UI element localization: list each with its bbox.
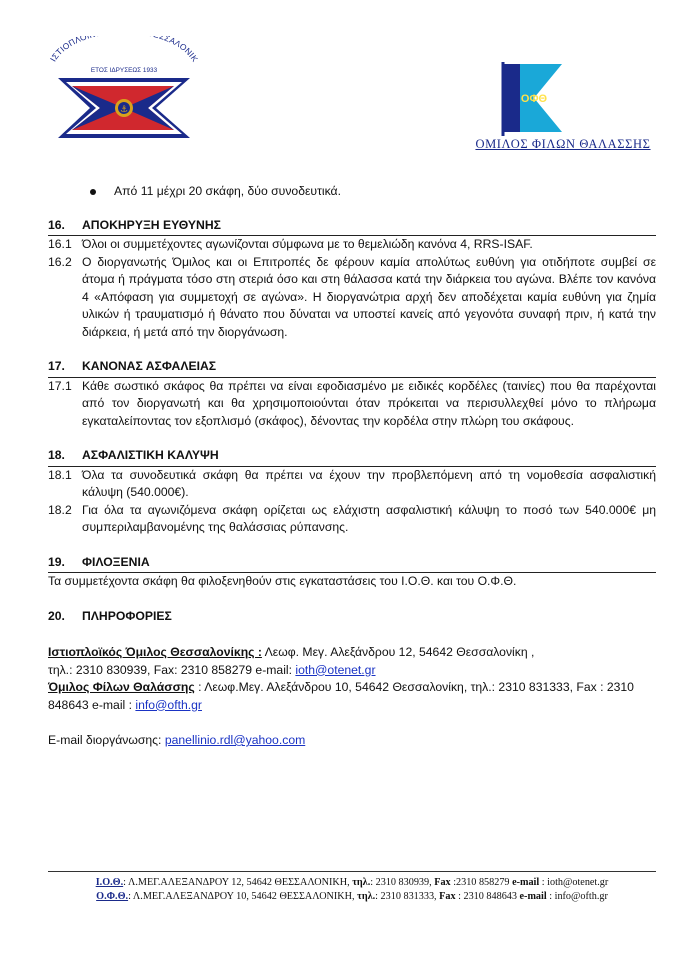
clause-text: Για όλα τα αγωνιζόμενα σκάφη ορίζεται ως ελάχιστη ασφαλιστική κάλυψη το ποσό των 540.000€ μη συμπεριλαμβανομένης της θαλάσσιας ρύπανσης. [82,502,656,534]
footer-label: τηλ. [352,877,371,888]
clause-number: 16.2 [48,254,72,269]
footer-text: :2310 858279 [450,877,513,888]
ioth-emblem [44,36,204,152]
clause-16-2 [48,254,656,342]
org2-address: : Λεωφ.Μεγ. Αλεξάνδρου 10, 54642 Θεσσαλονίκη, τηλ.: 2310 831333, Fax : 2310 848643 e-mail : [48,680,634,712]
footer-text: : 2310 830939, [370,877,435,888]
footer-org2-abbr: Ο.Φ.Θ. [96,891,129,902]
clause-17-1 [48,378,656,431]
clause-16-1 [48,236,656,254]
org1-name: Ιστιοπλοϊκός Όμιλος Θεσσαλονίκης : [48,645,262,659]
logo-left-arc-text: ΙΣΤΙΟΠΛΟ ΣΣΑΛΟΝΙΚ [47,36,201,64]
section-title: ΠΛΗΡΟΦΟΡΙΕΣ [82,608,172,623]
section-number: 18. [48,448,65,462]
org2-email-link[interactable]: info@ofth.gr [135,697,202,712]
org1-email-link[interactable]: ioth@otenet.gr [295,662,376,677]
clause-text: Όλοι οι συμμετέχοντες αγωνίζονται σύμφωνα με το θεμελιώδη κανόνα 4, RRS-ISAF. [82,237,533,251]
race-email-label: E-mail διοργάνωσης: [48,733,165,747]
section-number: 19. [48,554,65,569]
section-17-heading [48,358,656,378]
footer-org1-abbr: Ι.Ο.Θ. [95,877,124,888]
org1-address: Λεωφ. Μεγ. Αλεξάνδρου 12, 54642 Θεσσαλονίκη , [261,645,535,659]
ofth-caption: ΟΜΙΛΟΣ ΦΙΛΩΝ ΘΑΛΑΣΣΗΣ [475,137,651,151]
footer-label: e-mail [512,877,540,888]
clause-18-2 [48,502,656,537]
section-19-text: Τα συμμετέχοντα σκάφη θα φιλοξενηθούν στις εγκαταστάσεις του Ι.Ο.Θ. και του Ο.Φ.Θ. [48,574,517,588]
footer-line-1 [48,876,656,890]
footer-label: Fax [434,877,451,888]
section-19-heading [48,554,656,574]
org2-name: Όμιλος Φίλων Θαλάσσης [48,680,195,694]
race-email-link[interactable]: panellinio.rdl@yahoo.com [164,733,306,747]
clause-number: 16.1 [48,237,72,251]
section-number: 20. [48,608,65,623]
org1-line-1 [48,644,656,662]
clause-text: Κάθε σωστικό σκάφος θα πρέπει να είναι εφοδιασμένο με ειδικές κορδέλες (ταινίες) που θα παρέχονται από τον διοργανωτή και θα χρησιμοποιούνται όταν πρόκειται να περισυλλεχθεί μόνο το πλήρωμα εγκαταλείποντας τον εξοπλισμό (σκάφος), δένοντας την κορδέλα στην πλώρη του σκάφους. [82,378,656,428]
bullet-item [48,183,656,201]
org1-phones: τηλ.: 2310 830939, Fax: 2310 858279 e-mail: [48,662,296,677]
ofth-pennant [468,58,658,138]
footer-text: : 2310 848643 [455,891,520,902]
footer-text: : 2310 831333, [375,891,440,902]
section-title: ΦΙΛΟΞΕΝΙΑ [82,554,150,569]
page-footer [48,876,656,904]
org1-line-2 [48,662,656,680]
footer-label: e-mail [519,891,547,902]
footer-text: : Λ.ΜΕΓ.ΑΛΕΞΑΝΔΡΟΥ 12, 54642 ΘΕΣΣΑΛΟΝΙΚΗ, [123,877,353,888]
footer-text: : info@ofth.gr [546,891,608,902]
clause-text: Ο διοργανωτής Όμιλος και οι Επιτροπές δε φέρουν καμία απολύτως ευθύνη για οτιδήποτε συμβεί σε άτομα ή πράγματα τόσο στη στεριά όσο και στη θάλασσα κατά την διάρκεια του αγώνα. Βλέπε τον κανόνα 4 «Απόφαση για συμμετοχή σε αγώνα». Η διοργανώτρια αρχή δεν αποδέχεται καμία ευθύνη για ζημία υλικών ή τραυματισμό ή θάνατο που δύναται να υποστεί κανείς από γεγονότα συναφή πριν, ή κατά την διάρκεια, ή μετά από την διοργάνωση. [82,254,656,339]
logo-left-year-text: ΕΤΟΣ ΙΔΡΥΣΕΩΣ 1933 [90,67,158,74]
section-title: ΚΑΝΟΝΑΣ ΑΣΦΑΛΕΙΑΣ [82,359,217,373]
document-body [48,183,656,750]
section-title: ΑΣΦΑΛΙΣΤΙΚΗ ΚΑΛΥΨΗ [82,448,219,462]
footer-divider [48,871,656,872]
section-number: 17. [48,359,65,373]
clause-number: 18.2 [48,502,72,517]
ioth-logo [44,36,204,152]
footer-line-2 [48,890,656,904]
section-18-heading [48,447,656,467]
section-16-heading [48,217,656,237]
footer-label: τηλ. [357,891,376,902]
ofth-emblem-text: ΟΦΘ [520,93,548,105]
clause-number: 18.1 [48,467,72,482]
footer-text: : ioth@otenet.gr [539,877,609,888]
svg-text:⚓: ⚓ [119,105,129,115]
clause-18-1 [48,467,656,502]
footer-label: Fax [439,891,456,902]
clause-number: 17.1 [48,378,72,393]
svg-text:ΙΣΤΙΟΠΛΟΪΚΟΣ ΟΜΙΛΟΣ ΘΕΣΣΑΛΟΝΙΚ [44,36,200,64]
bullet-dot-icon [90,189,96,195]
section-title: ΑΠΟΚΗΡΥΞΗ ΕΥΘΥΝΗΣ [82,217,221,232]
section-number: 16. [48,217,65,232]
footer-text: : Λ.ΜΕΓ.ΑΛΕΞΑΝΔΡΟΥ 10, 54642 ΘΕΣΣΑΛΟΝΙΚΗ, [128,891,358,902]
contact-info [48,644,656,750]
bullet-text: Από 11 μέχρι 20 σκάφη, δύο συνοδευτικά. [114,184,341,198]
race-email-line [48,732,656,750]
section-20-heading [48,608,656,627]
clause-text: Όλα τα συνοδευτικά σκάφη θα πρέπει να έχουν την προβλεπόμενη από τη νομοθεσία ασφαλιστική κάλυψη (540.000€). [82,467,656,499]
org2-line [48,679,656,714]
